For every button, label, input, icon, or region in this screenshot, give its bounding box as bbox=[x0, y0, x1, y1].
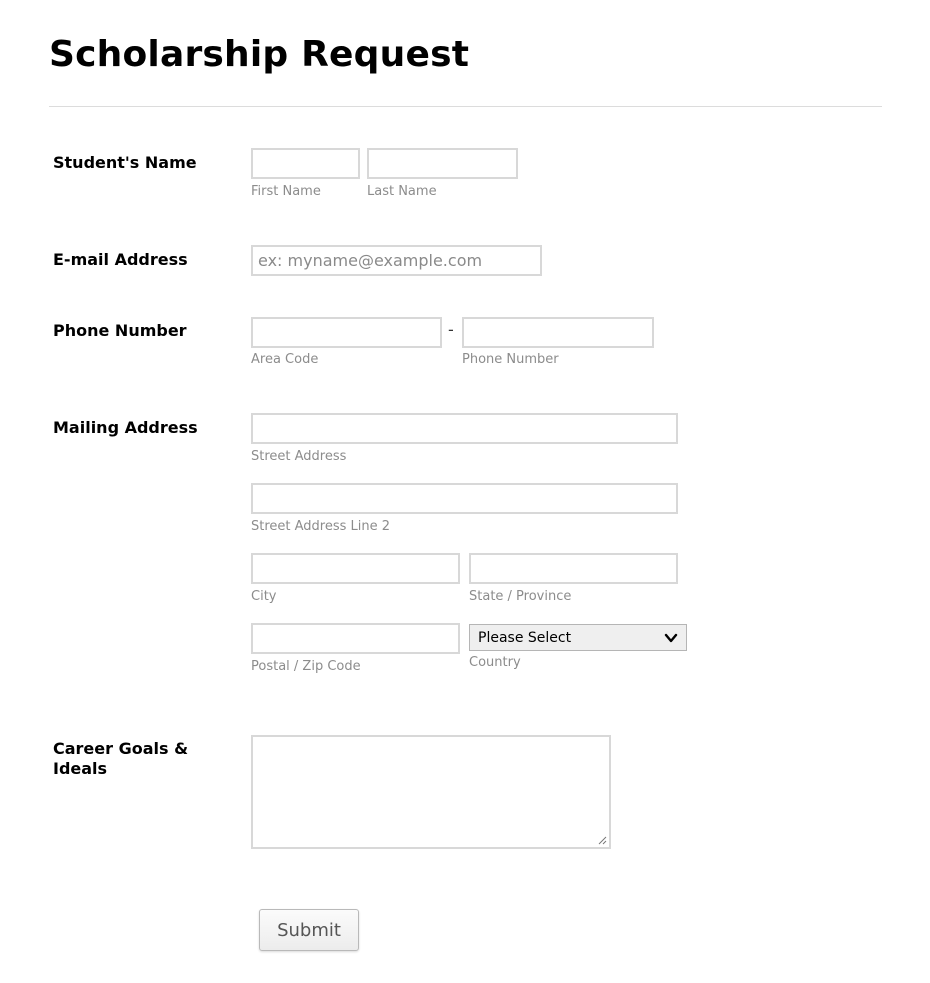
postal-zip-input[interactable] bbox=[251, 623, 460, 654]
street-address-sublabel: Street Address bbox=[251, 449, 347, 464]
last-name-input[interactable] bbox=[367, 148, 518, 179]
email-input[interactable] bbox=[251, 245, 542, 276]
resize-grip-icon[interactable] bbox=[597, 835, 607, 845]
area-code-sublabel: Area Code bbox=[251, 352, 319, 367]
state-province-sublabel: State / Province bbox=[469, 589, 572, 604]
phone-number-sublabel: Phone Number bbox=[462, 352, 559, 367]
page-title: Scholarship Request bbox=[49, 34, 470, 75]
phone-separator: - bbox=[448, 320, 454, 339]
last-name-sublabel: Last Name bbox=[367, 184, 437, 199]
city-input[interactable] bbox=[251, 553, 460, 584]
student-name-label: Student's Name bbox=[53, 153, 197, 172]
postal-zip-sublabel: Postal / Zip Code bbox=[251, 659, 361, 674]
career-goals-textarea[interactable] bbox=[251, 735, 611, 849]
title-divider bbox=[49, 106, 882, 107]
area-code-input[interactable] bbox=[251, 317, 442, 348]
email-label: E-mail Address bbox=[53, 250, 188, 269]
country-selected-value: Please Select bbox=[478, 629, 572, 646]
phone-label: Phone Number bbox=[53, 321, 187, 340]
submit-button[interactable]: Submit bbox=[259, 909, 359, 951]
street-address-input[interactable] bbox=[251, 413, 678, 444]
mailing-address-label: Mailing Address bbox=[53, 418, 198, 437]
street-address-line2-input[interactable] bbox=[251, 483, 678, 514]
city-sublabel: City bbox=[251, 589, 277, 604]
street-address-line2-sublabel: Street Address Line 2 bbox=[251, 519, 391, 534]
first-name-sublabel: First Name bbox=[251, 184, 321, 199]
phone-number-input[interactable] bbox=[462, 317, 654, 348]
first-name-input[interactable] bbox=[251, 148, 360, 179]
state-province-input[interactable] bbox=[469, 553, 678, 584]
country-select[interactable] bbox=[469, 624, 687, 651]
country-sublabel: Country bbox=[469, 655, 521, 670]
career-goals-label: Career Goals & Ideals bbox=[53, 739, 189, 778]
chevron-down-icon bbox=[664, 631, 678, 645]
